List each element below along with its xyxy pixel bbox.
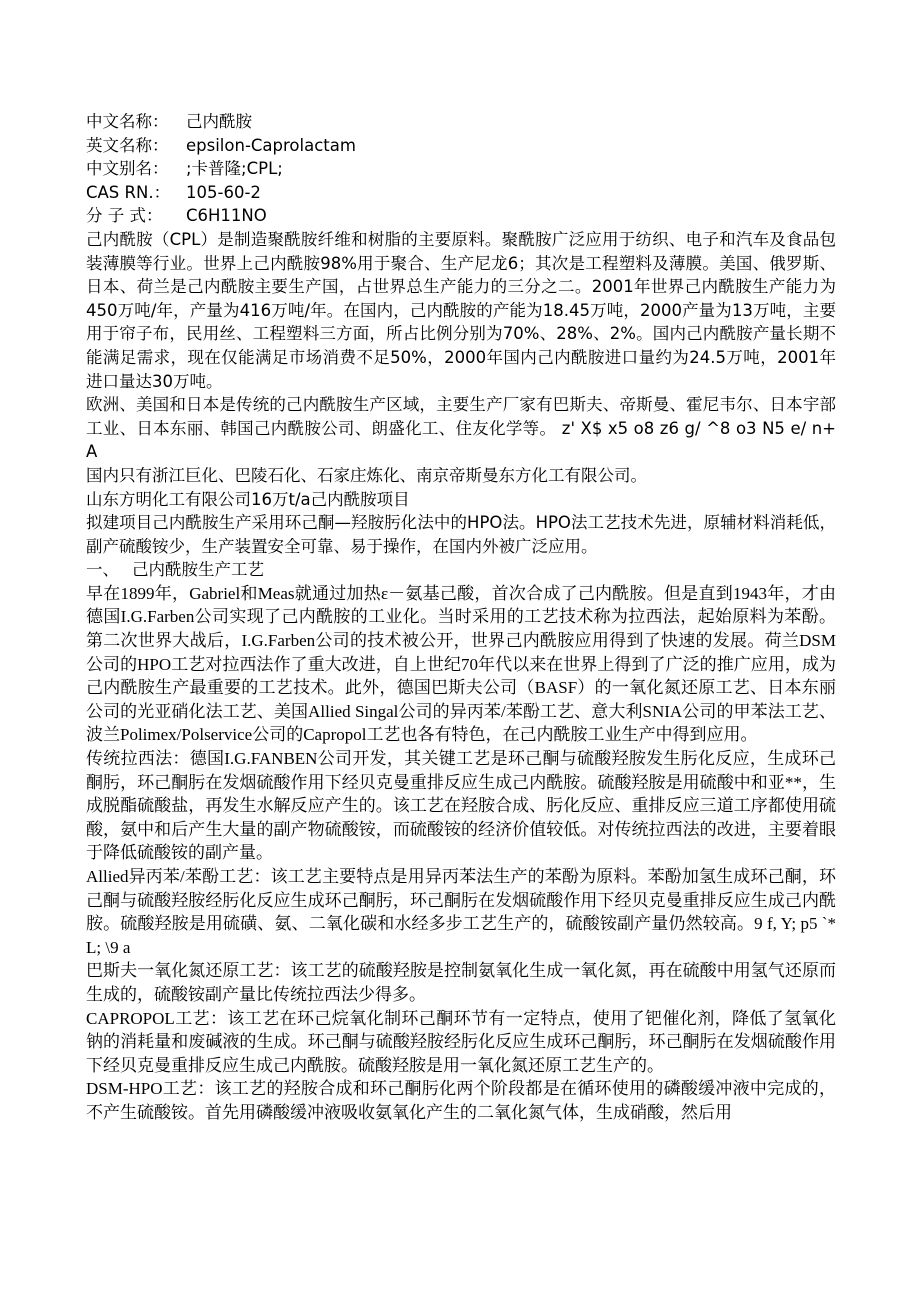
dsm-hpo-paragraph: DSM-HPO工艺：该工艺的羟胺合成和环己酮肟化两个阶段都是在循环使用的磷酸缓冲液中完成的，不产生硫酸铵。首先用磷酸缓冲液吸收氨氧化产生的二氧化氮气体，生成硝酸，然后用 xyxy=(86,1079,836,1122)
cas-row xyxy=(86,181,836,205)
raschig-paragraph: 传统拉西法：德国I.G.FANBEN公司开发，其关键工艺是环己酮与硫酸羟胺发生肟化反应，生成环己酮肟，环己酮肟在发烟硫酸作用下经贝克曼重排反应生成己内酰胺。硫酸羟胺是用硫酸中和亚**，生成脱酯硫酸盐，再发生水解反应产生的。该工艺在羟胺合成、肟化反应、重排反应三道工序都使用硫酸，氨中和后产生大量的副产物硫酸铵，而硫酸铵的经济价值较低。对传统拉西法的改进，主要着眼于降低硫酸铵的副产量。 xyxy=(86,749,836,863)
cas-value: 105-60-2 xyxy=(186,182,261,202)
intro-paragraph: 己内酰胺（CPL）是制造聚酰胺纤维和树脂的主要原料。聚酰胺广泛应用于纺织、电子和汽车及食品包装薄膜等行业。世界上己内酰胺98%用于聚合、生产尼龙6；其次是工程塑料及薄膜。美国、俄罗斯、日本、荷兰是己内酰胺主要生产国，占世界总生产能力的三分之二。2001年世界己内酰胺生产能力为450万吨/年，产量为416万吨/年。在国内，己内酰胺的产能为18.45万吨，2000产量为13万吨，主要用于帘子布，民用丝、工程塑料三方面，所占比例分别为70%、28%、2%。国内己内酰胺产量长期不能满足需求，现在仅能满足市场消费不足50%，2000年国内己内酰胺进口量约为24.5万吨，2001年进口量达30万吨。 xyxy=(86,229,836,391)
document-page xyxy=(86,110,836,1125)
project-description: 拟建项目己内酰胺生产采用环己酮—羟胺肟化法中的HPO法。HPO法工艺技术先进，原辅材料消耗低，副产硫酸铵少，生产装置安全可靠、易于操作，在国内外被广泛应用。 xyxy=(86,513,836,556)
section-number: 一、 xyxy=(86,560,119,580)
project-title: 山东方明化工有限公司16万t/a己内酰胺项目 xyxy=(86,489,410,509)
english-name-row xyxy=(86,134,836,158)
formula-value: C6H11NO xyxy=(186,206,267,226)
allied-paragraph: Allied异丙苯/苯酚工艺：该工艺主要特点是用异丙苯法生产的苯酚为原料。苯酚加氢生成环己酮，环己酮与硫酸羟胺经肟化反应生成环己酮肟，环己酮肟在发烟硫酸作用下经贝克曼重排反应生成己内酰胺。硫酸羟胺是用硫磺、氨、二氧化碳和水经多步工艺生产的，硫酸铵副产量仍然较高。9 f, Y; p5 `* L; \9 a xyxy=(86,867,836,957)
section-heading xyxy=(86,558,836,582)
basf-paragraph: 巴斯夫一氧化氮还原工艺：该工艺的硫酸羟胺是控制氨氧化生成一氧化氮，再在硫酸中用氢气还原而生成的，硫酸铵副产量比传统拉西法少得多。 xyxy=(86,961,836,1004)
english-name-label: 英文名称： xyxy=(86,135,169,155)
capropol-paragraph: CAPROPOL工艺：该工艺在环己烷氧化制环己酮环节有一定特点，使用了钯催化剂，降低了氢氧化钠的消耗量和废碱液的生成。环己酮与硫酸羟胺经肟化反应生成环己酮肟，环己酮肟在发烟硫酸作用下经贝克曼重排反应生成己内酰胺。硫酸羟胺是用一氧化氮还原工艺生产的。 xyxy=(86,1008,836,1075)
alias-label: 中文别名： xyxy=(86,159,169,179)
chinese-name-value: 己内酰胺 xyxy=(186,112,252,131)
formula-row xyxy=(86,204,836,228)
domestic-paragraph: 国内只有浙江巨化、巴陵石化、石家庄炼化、南京帝斯曼东方化工有限公司。 xyxy=(86,465,647,485)
formula-label: 分 子 式： xyxy=(86,206,163,226)
cas-label: CAS RN.： xyxy=(86,182,171,202)
chinese-name-label: 中文名称： xyxy=(86,112,169,131)
producers-paragraph: 欧洲、美国和日本是传统的己内酰胺生产区域，主要生产厂家有巴斯夫、帝斯曼、霍尼韦尔、日本宇部工业、日本东丽、韩国己内酰胺公司、朗盛化工、住友化学等。 z' X$ x5 o8 z6 g/ ^8 o3 N5 e/ n+ A xyxy=(86,395,836,462)
alias-row xyxy=(86,157,836,181)
chinese-name-row xyxy=(86,110,836,134)
english-name-value: epsilon-Caprolactam xyxy=(186,135,356,155)
alias-value: ;卡普隆;CPL; xyxy=(186,159,283,179)
section-title: 己内酰胺生产工艺 xyxy=(132,560,264,580)
history-paragraph: 早在1899年，Gabriel和Meas就通过加热ε－氨基己酸，首次合成了己内酰胺。但是直到1943年，才由德国I.G.Farben公司实现了己内酰胺的工业化。当时采用的工艺技术称为拉西法，起始原料为苯酚。第二次世界大战后，I.G.Farben公司的技术被公开，世界己内酰胺应用得到了快速的发展。荷兰DSM公司的HPO工艺对拉西法作了重大改进，自上世纪70年代以来在世界上得到了广泛的推广应用，成为己内酰胺生产最重要的工艺技术。此外，德国巴斯夫公司（BASF）的一氧化氮还原工艺、日本东丽公司的光亚硝化法工艺、美国Allied Singal公司的异丙苯/苯酚工艺、意大利SNIA公司的甲苯法工艺、波兰Polimex/Polservice公司的Capropol工艺也各有特色，在己内酰胺工业生产中得到应用。 xyxy=(86,583,836,745)
